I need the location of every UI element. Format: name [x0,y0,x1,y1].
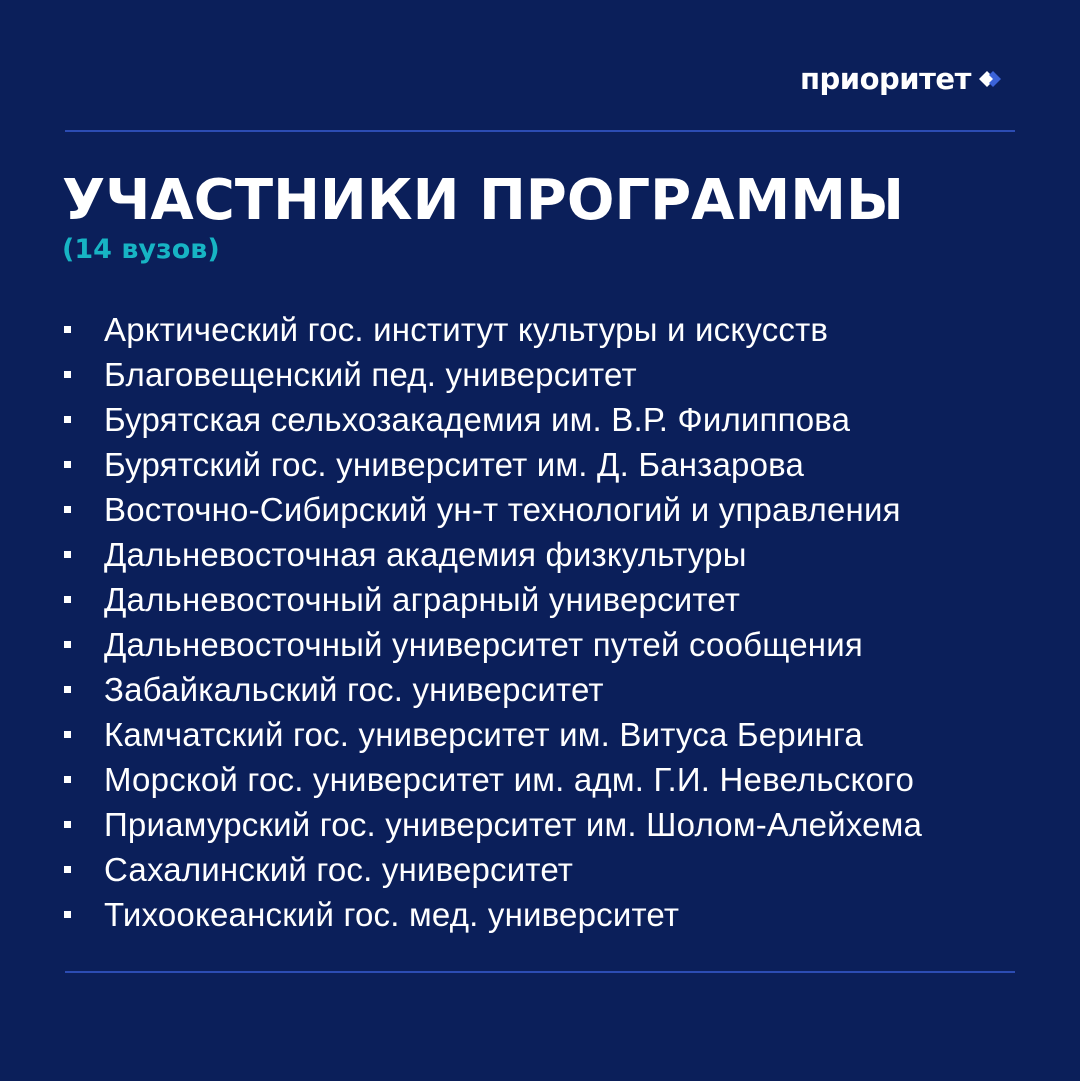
bullet-icon [64,416,71,423]
bullet-icon [64,371,71,378]
participant-name: Камчатский гос. университет им. Витуса Беринга [104,716,863,753]
list-item [62,532,922,577]
list-item [62,577,922,622]
participant-name: Бурятский гос. университет им. Д. Банзарова [104,446,805,483]
page-title: УЧАСТНИКИ ПРОГРАММЫ [62,168,904,233]
bullet-icon [64,461,71,468]
bullet-icon [64,596,71,603]
list-item [62,667,922,712]
brand-name: приоритет [800,62,971,96]
list-item [62,892,922,937]
bullet-icon [64,506,71,513]
list-item [62,847,922,892]
bullet-icon [64,866,71,873]
list-item [62,442,922,487]
bullet-icon [64,641,71,648]
participant-name: Восточно-Сибирский ун-т технологий и управления [104,491,901,528]
participant-name: Тихоокеанский гос. мед. университет [104,896,680,933]
list-item [62,397,922,442]
participants-list [62,307,922,937]
list-item [62,622,922,667]
participant-name: Благовещенский пед. университет [104,356,637,393]
list-item [62,487,922,532]
bullet-icon [64,821,71,828]
participant-name: Дальневосточная академия физкультуры [104,536,747,573]
bottom-divider [65,971,1015,973]
diamond-mark-icon [977,69,1005,89]
brand-logo [800,62,1005,96]
participant-name: Дальневосточный аграрный университет [104,581,741,618]
list-item [62,352,922,397]
bullet-icon [64,731,71,738]
top-divider [65,130,1015,132]
participant-name: Морской гос. университет им. адм. Г.И. Невельского [104,761,915,798]
list-item [62,757,922,802]
participant-name: Сахалинский гос. университет [104,851,574,888]
bullet-icon [64,326,71,333]
participant-name: Приамурский гос. университет им. Шолом-Алейхема [104,806,923,843]
list-item [62,712,922,757]
participant-name: Забайкальский гос. университет [104,671,604,708]
list-item [62,307,922,352]
participant-name: Бурятская сельхозакадемия им. В.Р. Филиппова [104,401,851,438]
bullet-icon [64,551,71,558]
bullet-icon [64,686,71,693]
bullet-icon [64,776,71,783]
bullet-icon [64,911,71,918]
list-item [62,802,922,847]
participant-name: Арктический гос. институт культуры и искусств [104,311,829,348]
page-subtitle: (14 вузов) [62,234,220,265]
participant-name: Дальневосточный университет путей сообщения [104,626,863,663]
